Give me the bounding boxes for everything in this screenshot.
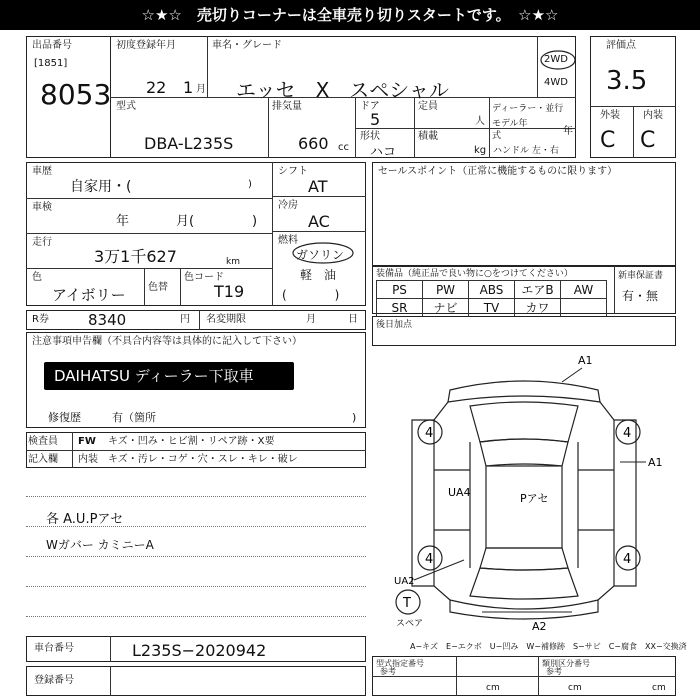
repair-close: )	[352, 411, 357, 424]
lot-code: [1851]	[34, 58, 68, 69]
disp-value: 660	[298, 134, 329, 153]
inspector-label2: 記入欄	[28, 454, 58, 465]
inspector-note1: 各 A.U.Pアセ	[46, 512, 124, 527]
new-car-value: 有・無	[622, 289, 659, 303]
fuel-paren: ( )	[282, 288, 340, 302]
capacity-unit: 人	[475, 116, 485, 127]
tire-fr: 4	[623, 426, 632, 441]
dealer-tag: DAIHATSU ディーラー下取車	[44, 362, 294, 390]
cm-1: cm	[486, 683, 500, 693]
model-year-label: モデル年式	[492, 119, 528, 141]
ac-value: AC	[308, 212, 330, 231]
drive-4wd: 4WD	[544, 77, 568, 88]
shift-label: シフト	[278, 166, 308, 177]
tire-rr: 4	[623, 552, 632, 567]
equip-ps: PS	[377, 281, 423, 299]
remarks-title: 後日加点	[376, 320, 413, 330]
lot-number: 8053	[40, 78, 112, 111]
cm-3: cm	[652, 683, 666, 693]
equip-aw: AW	[561, 281, 607, 299]
reg-no-box	[26, 666, 366, 696]
name-label: 車名・グレード	[212, 40, 282, 51]
exterior-label: 外装	[600, 110, 620, 121]
color-code-label: 色コード	[184, 272, 224, 283]
drive-circle	[538, 48, 578, 72]
damage-legend: A−キズ E−エクボ U−凹み W−補修跡 S−サビ C−腐食 XX−交換済	[410, 642, 687, 651]
capacity-label: 定員	[418, 101, 438, 112]
purpose-value: 自家用・(	[70, 179, 132, 195]
rename-label: 名変期限	[206, 314, 246, 325]
note-ua2: UA2	[394, 576, 415, 587]
equip-pw: PW	[423, 281, 469, 299]
equip-abs: ABS	[469, 281, 515, 299]
fuel-circle	[290, 240, 360, 266]
tire-fl: 4	[425, 426, 434, 441]
note-ua4: UA4	[448, 486, 471, 499]
grade-value: 3.5	[606, 66, 648, 96]
repair-value: 有（箇所	[112, 411, 156, 424]
repair-label: 修復歴	[48, 411, 81, 424]
inspection-close: )	[252, 214, 258, 229]
lot-label: 出品番号	[32, 40, 72, 51]
reg-no-label: 登録番号	[34, 675, 74, 686]
inspector-label1: 検査員	[28, 436, 58, 447]
model-label: 型式	[116, 101, 136, 112]
load-unit: kg	[474, 145, 487, 156]
equip-tv: TV	[469, 299, 515, 317]
shape-value: ハコ	[370, 145, 397, 160]
name-value: エッセ X スペシャル	[236, 78, 449, 102]
shift-value: AT	[308, 177, 328, 196]
fuel-diesel: 軽 油	[300, 268, 337, 282]
color-change-label: 色替	[148, 282, 168, 293]
ac-label: 冷房	[278, 200, 298, 211]
equipment-table	[376, 280, 607, 317]
notes-title: 注意事項申告欄（不具合内容等は具体的に記入して下さい）	[32, 336, 302, 347]
model-year-unit: 年	[563, 126, 573, 137]
mileage-value: 3万1千627	[94, 247, 177, 266]
inspector-row2-items: キズ・汚レ・コゲ・穴・スレ・キレ・破レ	[108, 454, 298, 465]
door-value: 5	[370, 110, 381, 129]
disp-label: 排気量	[272, 101, 302, 112]
color-code-value: T19	[214, 282, 245, 301]
recycle-label: R券	[32, 314, 49, 325]
reg-label: 初度登録年月	[116, 40, 176, 51]
tire-rl: 4	[425, 552, 434, 567]
car-condition-diagram	[372, 350, 676, 630]
cm-2: cm	[568, 683, 582, 693]
chassis-label: 車台番号	[34, 643, 74, 654]
inspector-note2: Wガバー カミニーA	[46, 538, 154, 552]
new-car-label: 新車保証書	[618, 271, 664, 281]
inspector-row1-items: キズ・凹み・ヒビ割・リペア跡・X要	[108, 436, 275, 447]
purpose-label: 車歴	[32, 166, 52, 177]
chassis-value: L235S−2020942	[132, 641, 267, 660]
rename-unit2: 日	[348, 314, 358, 325]
fuel-gas: ガソリン	[296, 248, 345, 262]
equip-navi: ナビ	[423, 299, 469, 317]
drive-2wd: 2WD	[544, 54, 568, 65]
grade-label: 評価点	[606, 40, 636, 51]
interior-label: 内装	[643, 110, 663, 121]
recycle-unit: 円	[180, 314, 190, 325]
inspector-row2-tag: 内装	[78, 454, 98, 465]
note-a2: A2	[532, 620, 547, 630]
class-no-label: 類別区分番号	[542, 659, 590, 668]
dealer-label: ディーラー・並行	[492, 104, 564, 114]
ref-label-1: 参考	[380, 667, 396, 676]
ref-label-2: 参考	[546, 667, 562, 676]
disp-unit: cc	[338, 142, 349, 153]
recycle-value: 8340	[88, 311, 127, 329]
spare-letter: T	[403, 596, 411, 611]
purpose-close: )	[248, 179, 252, 190]
equip-airbag: エアB	[515, 281, 561, 299]
door-label: ドア	[360, 101, 380, 112]
handle-label: ハンドル 左・右	[493, 146, 559, 156]
note-a1-top: A1	[578, 354, 593, 367]
type-no-label: 型式指定番号	[376, 659, 424, 668]
top-banner: ☆★☆ 売切りコーナーは全車売り切りスタートです。 ☆★☆	[0, 0, 700, 30]
inspection-year: 年	[116, 214, 130, 229]
equip-leather: カワ	[515, 299, 561, 317]
exterior-value: C	[600, 128, 616, 153]
load-label: 積載	[418, 131, 438, 142]
mileage-label: 走行	[32, 237, 52, 248]
inspection-label: 車検	[32, 202, 52, 213]
note-a1-right: A1	[648, 456, 663, 469]
shape-label: 形状	[360, 131, 380, 142]
reg-month-unit: 月	[196, 84, 206, 95]
note-p-ase: Pアセ	[520, 492, 549, 505]
sales-title: セールスポイント（正常に機能するものに限ります）	[378, 166, 618, 177]
inspector-row1-tag: FW	[78, 436, 96, 447]
rename-unit1: 月	[306, 314, 316, 325]
equip-sr: SR	[377, 299, 423, 317]
reg-month: 1	[183, 78, 194, 97]
spare-label: スペア	[396, 619, 424, 629]
remarks-box	[372, 316, 676, 346]
equipment-title: 装備品（純正品で良い物に○をつけてください）	[376, 269, 573, 279]
reg-year: 22	[146, 78, 167, 97]
interior-value: C	[640, 128, 656, 153]
inspection-month: 月(	[176, 214, 195, 229]
color-label: 色	[32, 272, 42, 283]
model-value: DBA-L235S	[144, 134, 234, 153]
fuel-label: 燃料	[278, 235, 298, 246]
mileage-unit: km	[226, 257, 240, 267]
color-value: アイボリー	[52, 286, 126, 304]
